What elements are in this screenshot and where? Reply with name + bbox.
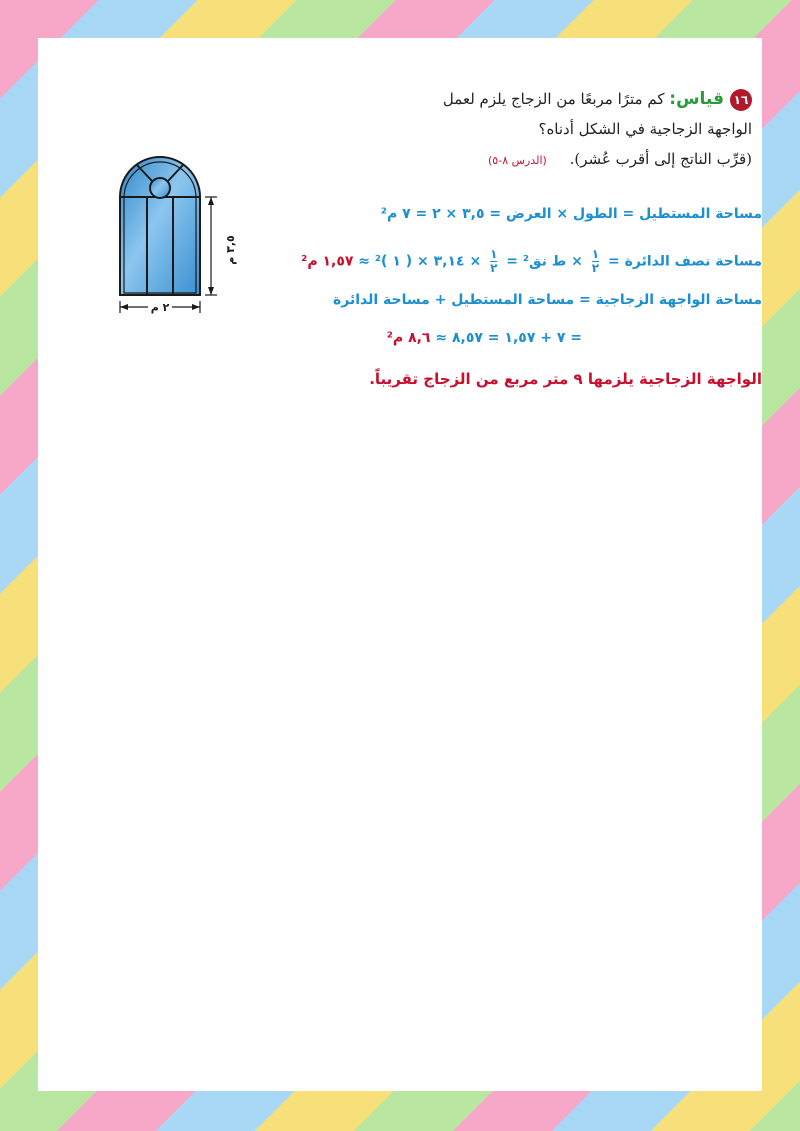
solution-semicircle-area <box>301 248 762 275</box>
fraction-denominator: ٢ <box>591 261 600 275</box>
semicircle-text-c: × ٣,١٤ × ( ١ )² ≈ <box>353 253 487 270</box>
solution-rectangle-area: مساحة المستطيل = الطول × العرض = ٣,٥ × ٢ = ٧ م² <box>380 206 762 222</box>
question-line-3 <box>432 144 752 176</box>
solution-conclusion: الواجهة الزجاجية يلزمها ٩ متر مربع من الزجاج تقريباً. <box>369 370 762 388</box>
question-text-3: (قرِّب الناتج إلى أقرب عُشر). <box>569 150 752 168</box>
question-text-2: الواجهة الزجاجية في الشكل أدناه؟ <box>538 120 752 138</box>
semicircle-result: ١,٥٧ م² <box>301 253 354 270</box>
arched-window-diagram <box>110 155 250 355</box>
fraction-numerator-2: ١ <box>490 247 498 261</box>
total-text: = ٧ + ١,٥٧ = ٨,٥٧ ≈ <box>430 330 582 346</box>
question-number-badge: ١٦ <box>730 89 752 111</box>
semicircle-text-b: × ط نق² = <box>501 253 588 270</box>
total-result: ٨,٦ م² <box>386 330 431 346</box>
window-rosette <box>150 178 170 198</box>
height-label: ٣,٥ م <box>224 235 237 265</box>
question-line-1 <box>432 84 752 114</box>
question-label: قياس: <box>669 89 724 109</box>
worksheet-page <box>38 38 762 1091</box>
semicircle-text-a: مساحة نصف الدائرة = <box>603 253 762 270</box>
fraction-denominator-2: ٢ <box>490 261 498 275</box>
solution-total-value <box>387 330 582 346</box>
window-figure <box>110 155 250 359</box>
lesson-reference: (الدرس ٨-٥) <box>487 154 547 167</box>
fraction-half-1 <box>592 248 599 275</box>
solution-total-formula: مساحة الواجهة الزجاجية = مساحة المستطيل + مساحة الدائرة <box>333 292 762 308</box>
question-text-1: كم مترًا مربعًا من الزجاج يلزم لعمل <box>442 90 665 108</box>
width-label: ٢ م <box>150 301 170 314</box>
fraction-numerator: ١ <box>591 247 600 261</box>
question-block <box>432 84 752 176</box>
fraction-half-2 <box>490 248 497 275</box>
